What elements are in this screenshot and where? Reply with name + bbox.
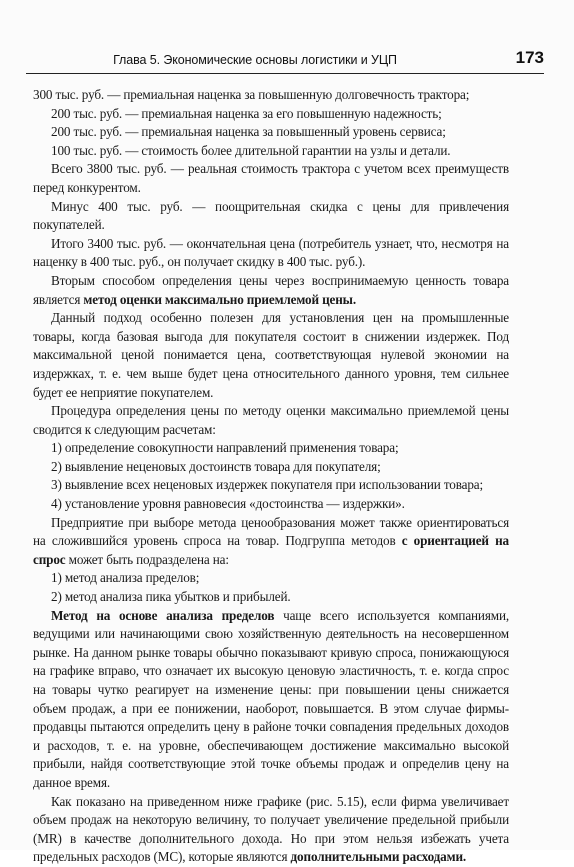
paragraph: Процедура определения цены по методу оценки максимально приемлемой цены сводится к следующим расчетам: bbox=[33, 403, 509, 437]
list-item: 1) метод анализа пределов; bbox=[51, 570, 200, 586]
list-item: 4) установление уровня равновесия «достоинства — издержки». bbox=[51, 496, 405, 512]
paragraph-text: Предприятие при выборе метода ценообразования может также ориентироваться на сложившийся уровень спроса на товар. Подгруппа методов bbox=[33, 514, 509, 549]
body-text bbox=[33, 86, 509, 867]
paragraph: 100 тыс. руб. — стоимость более длительной гарантии на узлы и детали. bbox=[51, 142, 451, 158]
bold-term: с ориентацией на спрос bbox=[33, 533, 509, 567]
paragraph: Минус 400 тыс. руб. — поощрительная скидка с цены для привлечения покупателей. bbox=[33, 198, 509, 233]
paragraph-text: Вторым способом определения цены через воспринимаемую ценность товара является bbox=[33, 272, 509, 307]
paragraph: 200 тыс. руб. — премиальная наценка за повышенный уровень сервиса; bbox=[51, 124, 446, 140]
paragraph-text: чаще всего используется компаниями, ведущими или начинающими свою хозяйственную деятельность на несовершенном рынке. На данном рынке товары обычно показывают кривую спроса, понижающуюся на графике вправо, что означает их высокую ценовую эластичность, т. е. когда спрос на товары чутко реагирует на изменение цены: при повышении цены снижается объем продаж, а при ее понижении, наоборот, повышается. В этом случае фирмы-продавцы пытаются определить цену в районе точки совпадения предельных доходов и расходов, т. е. на уровне, обеспечивающем достижение максимально высокой прибыли, найдя соответствующие этой точке объемы продаж и определив цену на данное время. bbox=[33, 607, 509, 790]
paragraph: Всего 3800 тыс. руб. — реальная стоимость трактора с учетом всех преимуществ перед конкурентом. bbox=[33, 161, 509, 195]
bold-term: метод оценки максимально приемлемой цены. bbox=[83, 291, 356, 307]
paragraph-text: Как показано на приведенном ниже графике (рис. 5.15), если фирма увеличивает объем продаж на некоторую величину, то получает увеличение предельной прибыли (MR) в качестве дополнительного дохода. Но при этом нельзя избежать учета предельных расходов (МС), которые являются bbox=[33, 793, 509, 865]
paragraph bbox=[33, 272, 509, 309]
paragraph-text: может быть подразделена на: bbox=[65, 551, 229, 567]
list-item: 1) определение совокупности направлений применения товара; bbox=[51, 440, 399, 456]
list-item: 3) выявление всех неценовых издержек покупателя при использовании товара; bbox=[51, 477, 483, 493]
paragraph bbox=[33, 607, 509, 793]
bold-term: дополнительными расходами. bbox=[290, 849, 467, 865]
running-header bbox=[26, 47, 544, 74]
paragraph bbox=[33, 514, 509, 570]
bold-term: Метод на основе анализа пределов bbox=[51, 607, 275, 623]
paragraph bbox=[33, 793, 509, 867]
list-item: 2) метод анализа пика убытков и прибылей. bbox=[51, 589, 291, 605]
chapter-title: Глава 5. Экономические основы логистики и УЦП bbox=[113, 53, 397, 67]
list-item: 2) выявление неценовых достоинств товара для покупателя; bbox=[51, 458, 381, 474]
paragraph: Итого 3400 тыс. руб. — окончательная цена (потребитель узнает, что, несмотря на наценку в 400 тыс. руб., он получает скидку в 400 тыс. руб.). bbox=[33, 235, 509, 270]
paragraph: 300 тыс. руб. — премиальная наценка за повышенную долговечность трактора; bbox=[33, 87, 470, 102]
paragraph: Данный подход особенно полезен для установления цен на промышленные товары, когда базовая выгода для покупателя состоит в снижении издержек. Под максимальной ценой понимается цена, соответствующая нулевой экономии на издержках, т. е. чем выше будет цена относительного данного уровня, тем сильнее будет ее неприятие покупателем. bbox=[33, 310, 509, 400]
paragraph: 200 тыс. руб. — премиальная наценка за его повышенную надежность; bbox=[51, 105, 442, 121]
page-number: 173 bbox=[515, 48, 544, 67]
